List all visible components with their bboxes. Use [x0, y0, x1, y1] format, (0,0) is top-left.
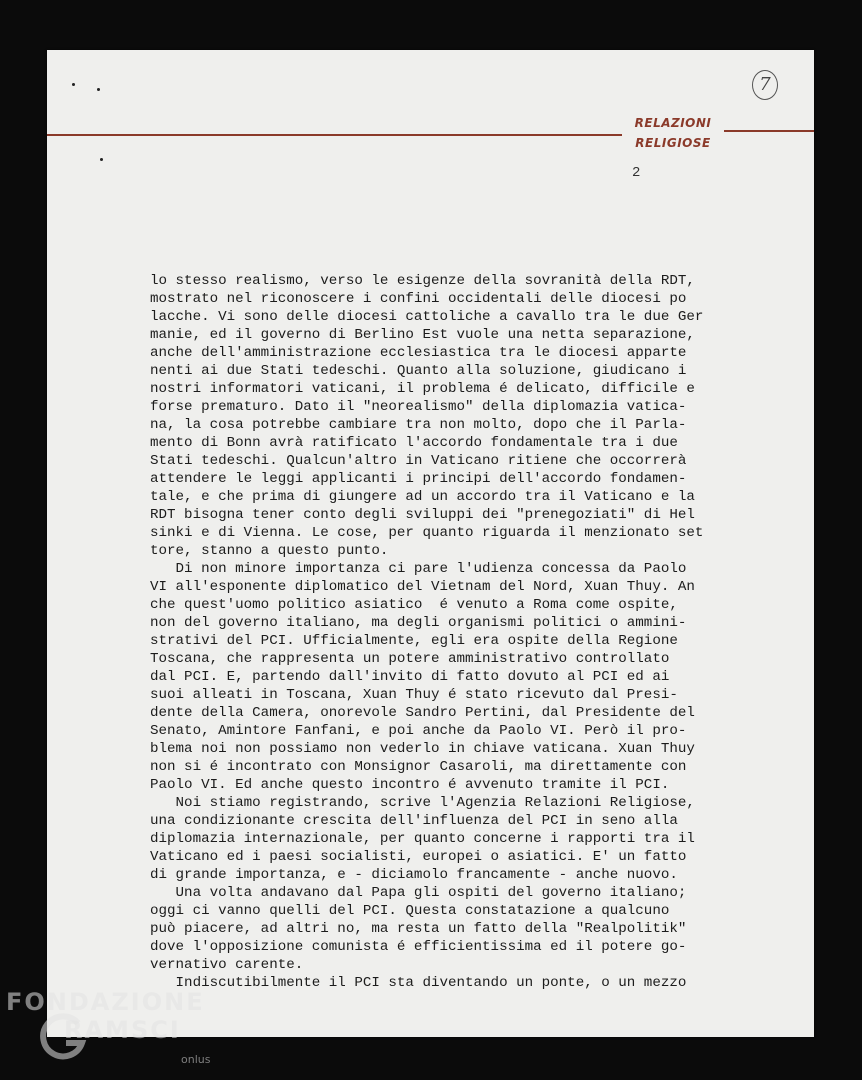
- body-line: oggi ci vanno quelli del PCI. Questa constatazione a qualcuno: [150, 903, 670, 919]
- body-line: Noi stiamo registrando, scrive l'Agenzia Relazioni Religiose,: [150, 795, 695, 811]
- body-line: suoi alleati in Toscana, Xuan Thuy é stato ricevuto dal Presi-: [150, 687, 678, 703]
- speck: [72, 83, 75, 86]
- body-line: tore, stanno a questo punto.: [150, 543, 389, 559]
- body-text: [150, 272, 735, 992]
- body-line: non del governo italiano, ma degli organismi politici o ammini-: [150, 615, 687, 631]
- header-line-1: RELAZIONI: [634, 116, 712, 130]
- body-line: una condizionante crescita dell'influenza del PCI in seno alla: [150, 813, 678, 829]
- body-line: Indiscutibilmente il PCI sta diventando un ponte, o un mezzo: [150, 975, 687, 991]
- body-line: forse prematuro. Dato il "neorealismo" della diplomazia vatica-: [150, 399, 687, 415]
- header-rule-left: [47, 134, 622, 136]
- body-line: anche dell'amministrazione ecclesiastica tra le diocesi apparte: [150, 345, 687, 361]
- body-line: mostrato nel riconoscere i confini occidentali delle diocesi po: [150, 291, 687, 307]
- speck: [97, 88, 100, 91]
- handwritten-page-mark: 7: [752, 70, 778, 100]
- watermark-line-1: FONDAZIONE: [6, 988, 205, 1016]
- body-line: mento di Bonn avrà ratificato l'accordo fondamentale tra i due: [150, 435, 678, 451]
- body-line: dente della Camera, onorevole Sandro Pertini, dal Presidente del: [150, 705, 695, 721]
- body-line: che quest'uomo politico asiatico é venuto a Roma come ospite,: [150, 597, 678, 613]
- fondazione-g-icon: [40, 1013, 88, 1061]
- body-line: Senato, Amintore Fanfani, e poi anche da Paolo VI. Però il pro-: [150, 723, 687, 739]
- body-line: lo stesso realismo, verso le esigenze della sovranità della RDT,: [150, 273, 695, 289]
- body-line: strativi del PCI. Ufficialmente, egli era ospite della Regione: [150, 633, 678, 649]
- body-line: manie, ed il governo di Berlino Est vuole una netta separazione,: [150, 327, 695, 343]
- body-line: Una volta andavano dal Papa gli ospiti del governo italiano;: [150, 885, 687, 901]
- body-line: sinki e di Vienna. Le cose, per quanto riguarda il menzionato set: [150, 525, 704, 541]
- body-line: VI all'esponente diplomatico del Vietnam del Nord, Xuan Thuy. An: [150, 579, 695, 595]
- header-rule-right: [724, 130, 814, 132]
- watermark-line-2: RAMSCI: [64, 1016, 181, 1044]
- body-line: nostri informatori vaticani, il problema é delicato, difficile e: [150, 381, 695, 397]
- body-line: non si é incontrato con Monsignor Casaroli, ma direttamente con: [150, 759, 687, 775]
- body-line: dal PCI. E, partendo dall'invito di fatto dovuto al PCI ed ai: [150, 669, 670, 685]
- body-line: Stati tedeschi. Qualcun'altro in Vaticano ritiene che occorrerà: [150, 453, 687, 469]
- body-line: di grande importanza, e - diciamolo francamente - anche nuovo.: [150, 867, 678, 883]
- body-line: lacche. Vi sono delle diocesi cattoliche a cavallo tra le due Ger: [150, 309, 704, 325]
- body-line: na, la cosa potrebbe cambiare tra non molto, dopo che il Parla-: [150, 417, 687, 433]
- body-line: Paolo VI. Ed anche questo incontro é avvenuto tramite il PCI.: [150, 777, 670, 793]
- body-line: dove l'opposizione comunista é efficientissima ed il potere go-: [150, 939, 687, 955]
- body-line: tale, e che prima di giungere ad un accordo tra il Vaticano e la: [150, 489, 695, 505]
- body-line: Vaticano ed i paesi socialisti, europei o asiatici. E' un fatto: [150, 849, 687, 865]
- watermark-logo: [6, 988, 211, 1066]
- document-page: [47, 50, 814, 1037]
- page-number: 2: [632, 165, 641, 181]
- body-line: Toscana, che rappresenta un potere amministrativo controllato: [150, 651, 670, 667]
- speck: [100, 158, 103, 161]
- body-line: attendere le leggi applicanti i principi dell'accordo fondamen-: [150, 471, 687, 487]
- header-line-2: RELIGIOSE: [635, 136, 711, 150]
- body-line: Di non minore importanza ci pare l'udienza concessa da Paolo: [150, 561, 687, 577]
- body-line: può piacere, ad altri no, ma resta un fatto della "Realpolitik": [150, 921, 687, 937]
- section-header: [632, 113, 714, 153]
- body-line: RDT bisogna tener conto degli sviluppi dei "prenegoziati" di Hel: [150, 507, 695, 523]
- body-line: nenti ai due Stati tedeschi. Quanto alla soluzione, giudicano i: [150, 363, 687, 379]
- body-line: vernativo carente.: [150, 957, 304, 973]
- body-line: blema noi non possiamo non vederlo in chiave vaticana. Xuan Thuy: [150, 741, 695, 757]
- body-line: diplomazia internazionale, per quanto concerne i rapporti tra il: [150, 831, 695, 847]
- watermark-suffix: onlus: [181, 1053, 211, 1066]
